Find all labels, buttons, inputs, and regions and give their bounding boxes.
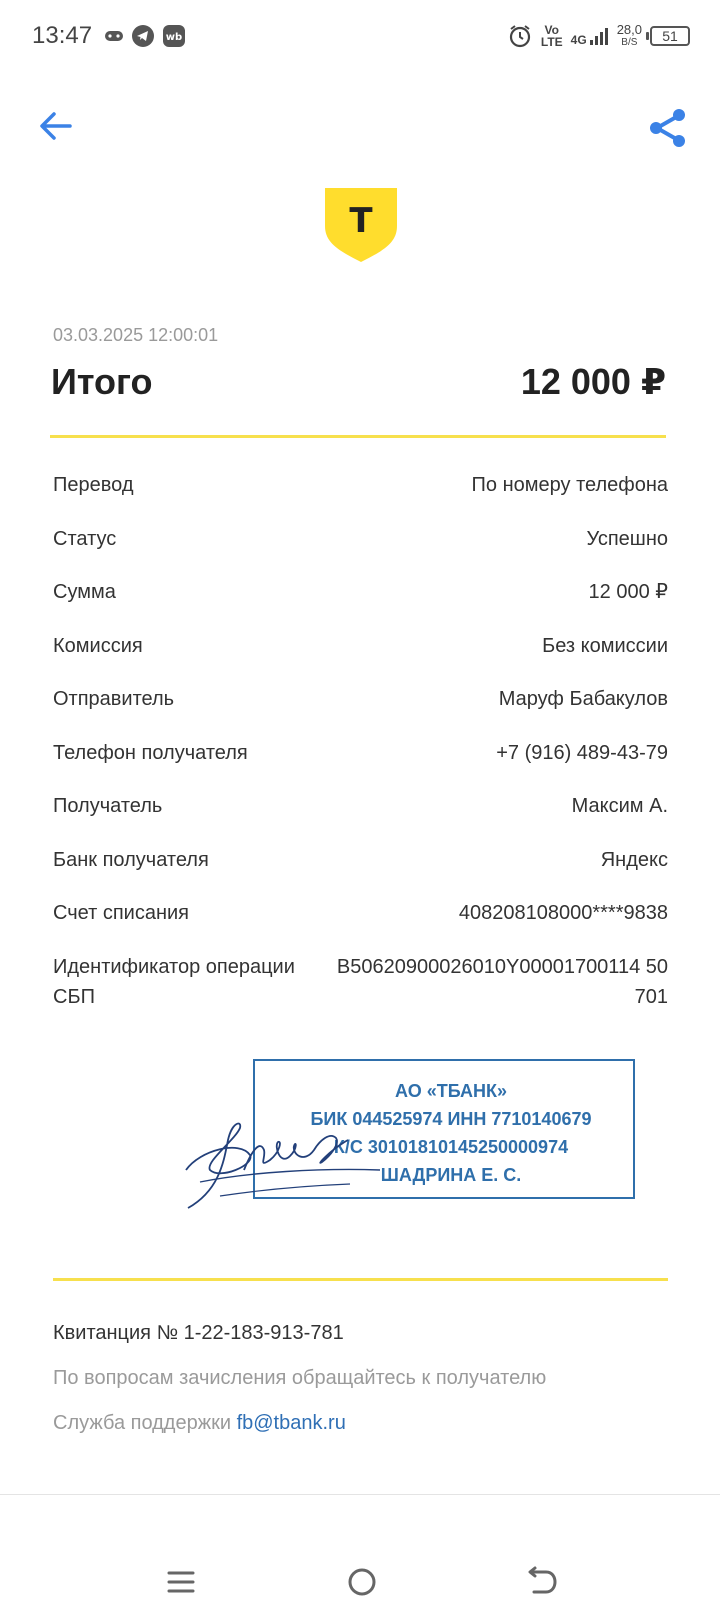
detail-value: Яндекс [600, 848, 668, 871]
top-divider [50, 435, 666, 438]
detail-value: По номеру телефона [471, 474, 668, 496]
detail-label: Идентификатор операции СБП [53, 955, 295, 1008]
volte-indicator: Vo LTE [540, 23, 563, 49]
battery-indicator: 51 [650, 26, 690, 46]
tbank-logo [323, 186, 399, 262]
detail-label: Банк получателя [53, 848, 209, 871]
detail-value: Максим А. [571, 795, 668, 817]
detail-value: +7 (916) 489-43-79 [496, 741, 668, 764]
detail-row-debit-account [53, 898, 668, 952]
detail-value: Успешно [586, 527, 668, 550]
detail-value: Маруф Бабакулов [498, 688, 668, 710]
detail-row-sbp-operation-id [53, 952, 668, 1012]
home-icon[interactable] [342, 1562, 382, 1602]
detail-row-recipient-bank [53, 845, 668, 899]
detail-label: Комиссия [53, 634, 143, 657]
detail-row-transfer [53, 470, 668, 524]
alarm-icon [507, 23, 533, 49]
navbar-divider [0, 1494, 720, 1495]
detail-value: B50620900026010Y00001700114 50701 [336, 955, 668, 1008]
detail-label: Сумма [53, 581, 116, 603]
battery-nub [646, 32, 649, 40]
questions-note: По вопросам зачисления обращайтесь к получателю [53, 1367, 547, 1389]
detail-row-amount [53, 577, 668, 631]
status-time: 13:47 [32, 22, 93, 49]
receipt-number: Квитанция № 1-22-183-913-781 [53, 1322, 344, 1344]
stamp-line: БИК 044525974 ИНН 7710140679 [310, 1109, 592, 1129]
gamepad-icon [102, 24, 126, 48]
signature-image [180, 1110, 390, 1210]
total-amount: 12 000 ₽ [520, 361, 666, 402]
stamp-line: К/С 30101810145250000974 [333, 1137, 569, 1157]
detail-row-sender [53, 684, 668, 738]
system-navigation-bar [0, 1540, 720, 1612]
wb-icon [162, 24, 186, 48]
signal-indicator: 4G [571, 26, 609, 46]
total-label: Итого [51, 361, 153, 402]
detail-row-recipient-phone [53, 738, 668, 792]
menu-icon[interactable] [161, 1562, 201, 1602]
network-speed: 28,0 B/S [616, 22, 642, 48]
svg-text:wb: wb [165, 32, 183, 43]
detail-row-commission [53, 631, 668, 685]
receipt-date: 03.03.2025 12:00:01 [53, 325, 219, 345]
support-email-link[interactable]: fb@tbank.ru [236, 1412, 346, 1434]
detail-label: Получатель [53, 795, 163, 817]
telegram-icon [131, 24, 155, 48]
back-nav-icon[interactable] [522, 1562, 562, 1602]
signal-bars-icon [589, 26, 609, 46]
detail-label: Счет списания [53, 902, 189, 924]
back-button[interactable] [36, 106, 76, 146]
detail-row-status [53, 524, 668, 578]
detail-label: Телефон получателя [53, 741, 248, 764]
detail-row-recipient [53, 791, 668, 845]
support-line [53, 1412, 346, 1435]
receipt-details [53, 470, 668, 1012]
detail-value: Без комиссии [542, 634, 668, 657]
logo-letter: Т [349, 201, 373, 241]
detail-label: Статус [53, 527, 117, 550]
detail-value: 408208108000****9838 [458, 902, 668, 924]
detail-label: Перевод [53, 474, 134, 496]
support-label: Служба поддержки [53, 1412, 237, 1434]
detail-value: 12 000 ₽ [588, 581, 668, 603]
status-indicators [507, 20, 690, 52]
status-bar [0, 0, 720, 72]
share-button[interactable] [646, 106, 690, 150]
bottom-yellow-divider [53, 1278, 668, 1281]
detail-label: Отправитель [53, 688, 175, 710]
stamp-line: АО «ТБАНК» [394, 1081, 508, 1101]
stamp-line: ШАДРИНА Е. С. [380, 1165, 522, 1185]
